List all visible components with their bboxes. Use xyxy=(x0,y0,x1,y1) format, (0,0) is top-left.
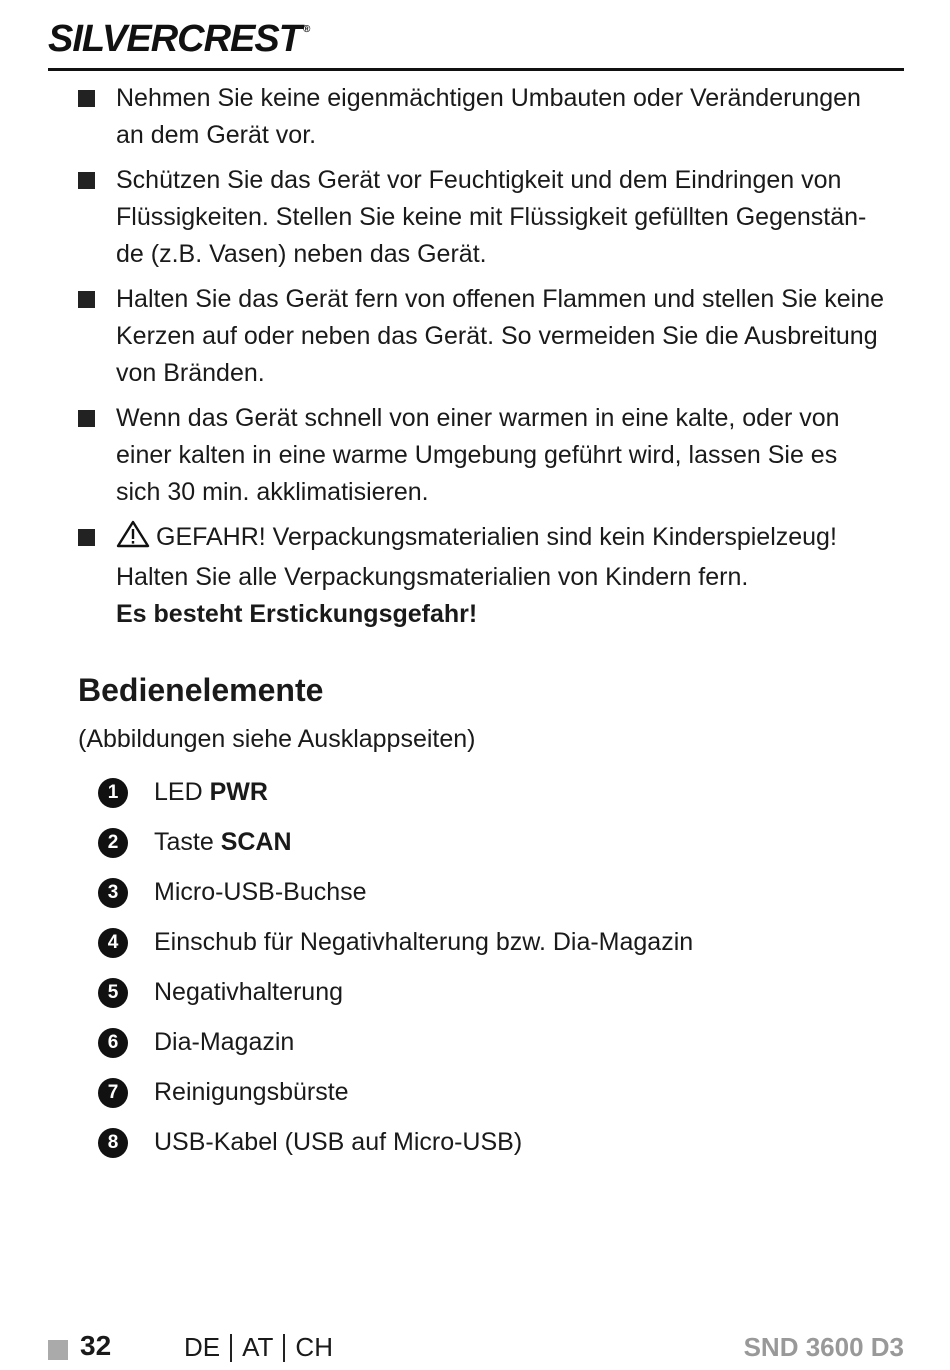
brand-part2: CREST xyxy=(177,18,301,60)
list-item-text: Nehmen Sie keine eigenmächtigen Umbauten oder Veränderungen an dem Gerät vor. xyxy=(116,84,861,149)
separator xyxy=(230,1334,232,1362)
list-item-text: Schützen Sie das Gerät vor Feuchtigkeit und dem Eindringen von Flüssigkeiten. Stellen Sie keine mit Flüssigkeit gefüllten Gegenstän-de (z.B. Vasen) neben das Gerät. xyxy=(116,166,867,268)
brand-logo xyxy=(48,18,309,61)
language-code: DE xyxy=(184,1332,221,1362)
language-code: CH xyxy=(295,1332,333,1362)
number-badge: 2 xyxy=(98,828,128,858)
separator xyxy=(283,1334,285,1362)
header xyxy=(48,14,904,70)
model-number: SND 3600 D3 xyxy=(743,1332,904,1362)
page-footer xyxy=(48,1330,904,1370)
list-item xyxy=(78,281,888,392)
header-rule xyxy=(48,68,904,71)
control-item xyxy=(98,1122,878,1172)
danger-item xyxy=(78,519,888,633)
bullet-square-icon xyxy=(78,291,95,308)
control-label: Taste xyxy=(154,828,221,856)
control-item xyxy=(98,1072,878,1122)
number-badge: 4 xyxy=(98,928,128,958)
control-label-bold: SCAN xyxy=(220,828,292,856)
controls-list xyxy=(98,772,878,1172)
footer-square-icon xyxy=(48,1340,68,1360)
control-label: Reinigungsbürste xyxy=(154,1078,349,1106)
control-item xyxy=(98,822,878,872)
control-label: Einschub für Negativhalterung bzw. Dia-Magazin xyxy=(154,928,694,956)
brand-part1: SILVER xyxy=(48,18,178,60)
section-title: Bedienelemente xyxy=(78,672,324,708)
danger-text: GEFAHR! Verpackungsmaterialien sind kein Kinderspielzeug! Halten Sie alle Verpackungsmaterialien von Kindern fern. xyxy=(116,523,837,591)
list-item-text: Halten Sie das Gerät fern von offenen Flammen und stellen Sie keine Kerzen auf oder neben das Gerät. So vermeiden Sie die Ausbreitung von Bränden. xyxy=(116,285,885,387)
bullet-square-icon xyxy=(78,410,95,427)
list-item xyxy=(78,162,888,273)
number-badge: 6 xyxy=(98,1028,128,1058)
bullet-square-icon xyxy=(78,90,95,107)
number-badge: 5 xyxy=(98,978,128,1008)
bullet-square-icon xyxy=(78,172,95,189)
warning-triangle-icon xyxy=(116,520,150,559)
control-item xyxy=(98,872,878,922)
list-item xyxy=(78,400,888,511)
control-label-bold: PWR xyxy=(209,778,268,806)
control-item xyxy=(98,922,878,972)
control-label: Micro-USB-Buchse xyxy=(154,878,367,906)
control-item xyxy=(98,972,878,1022)
registered-mark: ® xyxy=(302,24,310,35)
control-label: USB-Kabel (USB auf Micro-USB) xyxy=(154,1128,523,1156)
number-badge: 3 xyxy=(98,878,128,908)
control-item xyxy=(98,1022,878,1072)
control-label: Dia-Magazin xyxy=(154,1028,295,1056)
number-badge: 1 xyxy=(98,778,128,808)
control-label: Negativhalterung xyxy=(154,978,344,1006)
list-item-text: Wenn das Gerät schnell von einer warmen in eine kalte, oder von einer kalten in eine warme Umgebung geführt wird, lassen Sie es sich 30 min. akklimatisieren. xyxy=(116,404,840,506)
bullet-square-icon xyxy=(78,529,95,546)
number-badge: 8 xyxy=(98,1128,128,1158)
page-number: 32 xyxy=(80,1330,112,1361)
language-list xyxy=(184,1332,333,1363)
control-item xyxy=(98,772,878,822)
language-code: AT xyxy=(242,1332,274,1362)
section-subtitle: (Abbildungen siehe Ausklappseiten) xyxy=(78,725,476,753)
safety-list xyxy=(78,80,888,641)
list-item xyxy=(78,80,888,154)
danger-bold-text: Es besteht Erstickungsgefahr! xyxy=(116,600,478,628)
control-label: LED xyxy=(154,778,210,806)
number-badge: 7 xyxy=(98,1078,128,1108)
